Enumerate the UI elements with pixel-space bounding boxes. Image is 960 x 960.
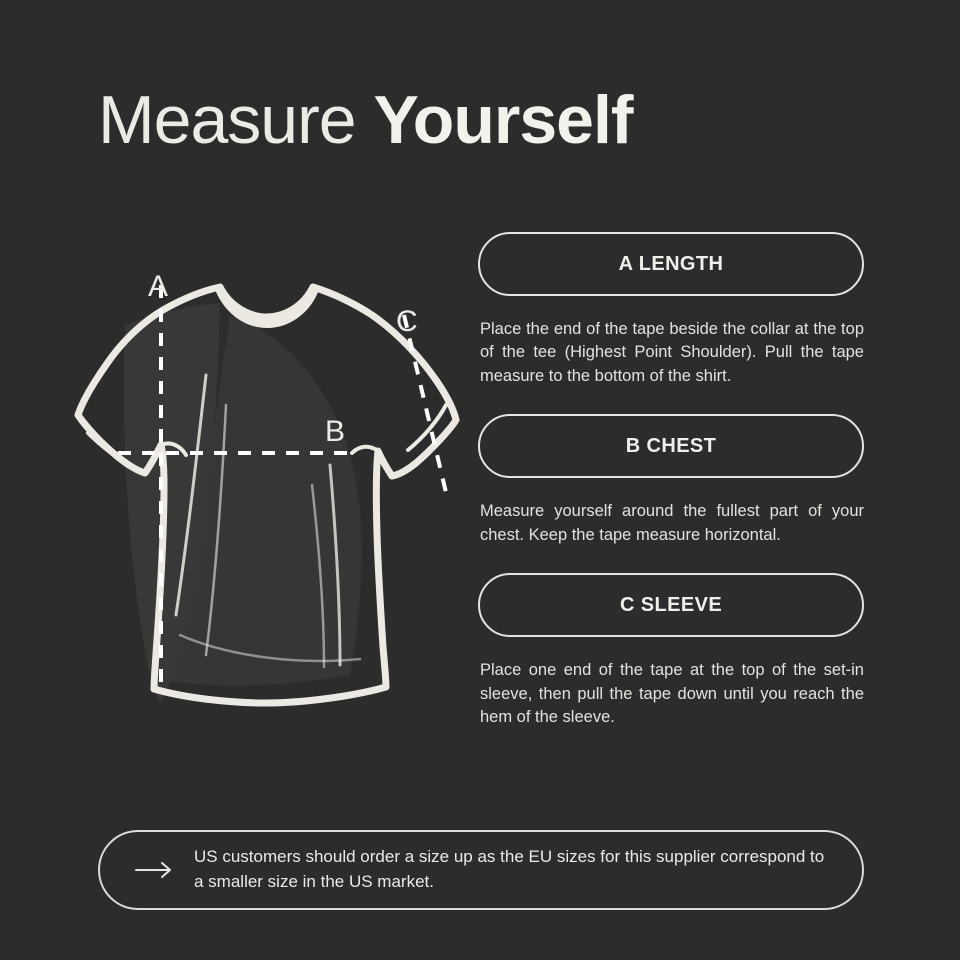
diagram-label-c: C — [396, 305, 418, 338]
diagram-label-a: A — [148, 270, 169, 303]
page-title — [98, 82, 633, 158]
measurement-list — [478, 232, 866, 729]
pill-c-sleeve[interactable]: C SLEEVE — [478, 573, 864, 637]
diagram-label-b: B — [325, 415, 346, 448]
description-c-sleeve: Place one end of the tape at the top of the set-in sleeve, then pull the tape down until you reach the hem of the sleeve. — [480, 661, 864, 726]
pill-a-length[interactable]: A LENGTH — [478, 232, 864, 296]
spacer — [478, 547, 866, 573]
sizing-note-text: US customers should order a size up as the EU sizes for this supplier correspond to a smaller size in the US market. — [194, 847, 825, 891]
description-b-chest: Measure yourself around the fullest part of your chest. Keep the tape measure horizontal. — [480, 502, 864, 544]
arrow-right-icon — [134, 860, 176, 880]
description-a-length: Place the end of the tape beside the collar at the top of the tee (Highest Point Shoulder). Pull the tape measure to the bottom of the shirt. — [480, 320, 864, 385]
sizing-note — [98, 830, 864, 910]
page-title-part1: Measure — [98, 82, 374, 158]
pill-b-chest[interactable]: B CHEST — [478, 414, 864, 478]
spacer — [478, 388, 866, 414]
page-title-part2: Yourself — [373, 82, 633, 158]
